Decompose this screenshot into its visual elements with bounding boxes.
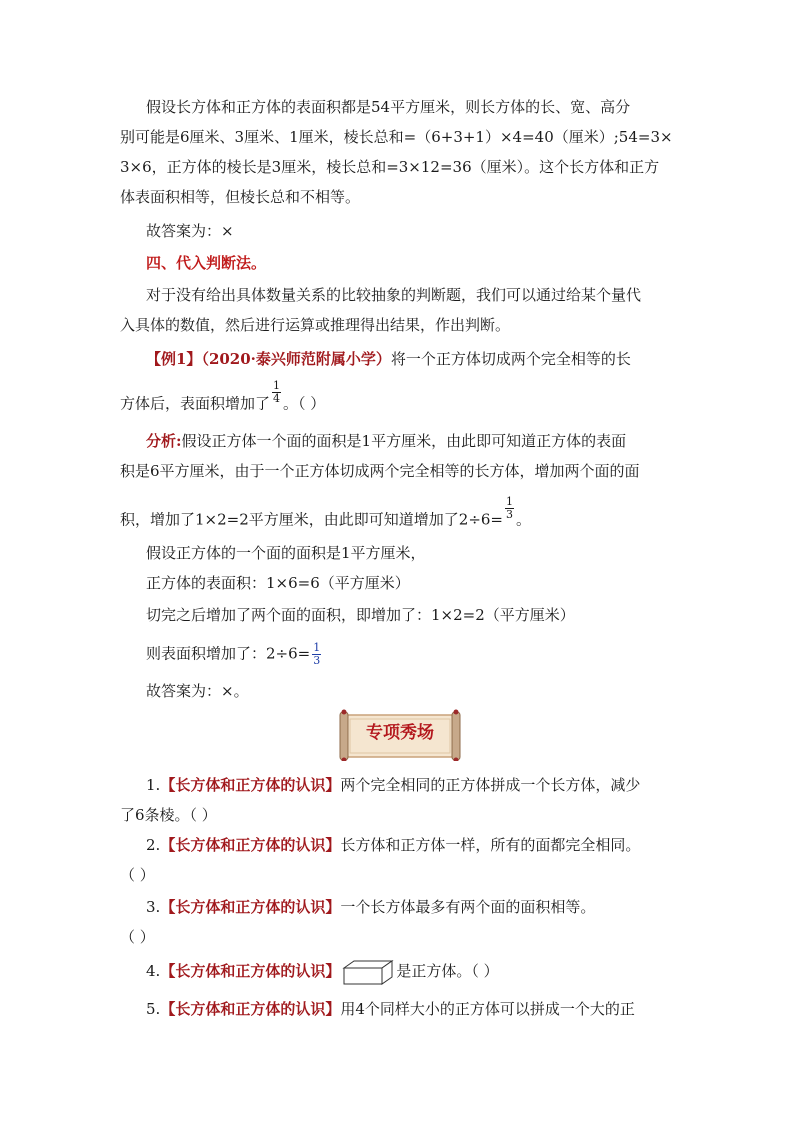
exercise-text: 长方体和正方体一样，所有的面都完全相同。 bbox=[340, 836, 641, 854]
exercise-item bbox=[146, 774, 706, 796]
exercise-item bbox=[146, 998, 706, 1020]
analysis-end: 。 bbox=[516, 510, 532, 529]
exercise-item bbox=[146, 958, 706, 986]
fraction-one-third: $\frac{1}{3}$ bbox=[313, 641, 321, 667]
section-banner bbox=[336, 709, 464, 761]
exercise-text: 两个完全相同的正方体拼成一个长方体，减少 bbox=[340, 776, 641, 794]
exercise-text: 是正方体。（ ） bbox=[396, 962, 499, 980]
exercise-number: 4. bbox=[146, 962, 161, 980]
paragraph-line: 体表面积相等，但棱长总和不相等。 bbox=[120, 188, 361, 206]
analysis-line bbox=[120, 495, 680, 533]
analysis-text: 积，增加了1×2=2平方厘米，由此即可知道增加了2÷6= bbox=[120, 510, 503, 529]
banner-title: 专项秀场 bbox=[366, 723, 434, 743]
exercise-tag: 【长方体和正方体的认识】 bbox=[160, 776, 341, 794]
example-text: 将一个正方体切成两个完全相等的长 bbox=[390, 350, 631, 368]
example-line bbox=[120, 379, 680, 417]
answer-line: 故答案为：× bbox=[146, 222, 234, 240]
cuboid-figure-icon bbox=[342, 958, 394, 986]
exercise-text: 用4个同样大小的正方体可以拼成一个大的正 bbox=[340, 1000, 635, 1018]
paragraph-line: 入具体的数值，然后进行运算或推理得出结果，作出判断。 bbox=[120, 316, 511, 334]
fraction-one-quarter: $\frac{1}{4}$ bbox=[273, 379, 281, 405]
exercise-number: 3. bbox=[146, 898, 161, 916]
exercise-number: 1. bbox=[146, 776, 161, 794]
paragraph-line: 对于没有给出具体数量关系的比较抽象的判断题，我们可以通过给某个量代 bbox=[146, 286, 642, 304]
exercise-item bbox=[146, 834, 706, 856]
answer-line: 故答案为：×。 bbox=[146, 682, 249, 700]
fraction-one-third: $\frac{1}{3}$ bbox=[506, 495, 513, 521]
solution-line: 假设正方体的一个面的面积是1平方厘米， bbox=[146, 544, 426, 562]
answer-blank: 。（ ） bbox=[283, 394, 326, 413]
exercise-tag: 【长方体和正方体的认识】 bbox=[160, 1000, 341, 1018]
exercise-tag: 【长方体和正方体的认识】 bbox=[160, 962, 341, 980]
exercise-text: 一个长方体最多有两个面的面积相等。 bbox=[340, 898, 596, 916]
example-tag: 【例1】 bbox=[146, 350, 202, 368]
analysis-line bbox=[146, 430, 706, 452]
example-text: 方体后，表面积增加了 bbox=[120, 394, 271, 413]
exercise-line: （ ） bbox=[120, 928, 155, 946]
exercise-line: 了6条棱。（ ） bbox=[120, 806, 217, 824]
exercise-item bbox=[146, 896, 706, 918]
paragraph-line: 假设长方体和正方体的表面积都是54平方厘米，则长方体的长、宽、高分 bbox=[146, 98, 631, 116]
exercise-line: （ ） bbox=[120, 866, 155, 884]
solution-line bbox=[146, 642, 706, 667]
analysis-text: 假设正方体一个面的面积是1平方厘米，由此即可知道正方体的表面 bbox=[181, 432, 627, 450]
solution-text: 则表面积增加了：2÷6= bbox=[146, 644, 311, 663]
paragraph-line: 3×6，正方体的棱长是3厘米，棱长总和=3×12=36（厘米）。这个长方体和正方 bbox=[120, 158, 660, 176]
solution-line: 正方体的表面积：1×6=6（平方厘米） bbox=[146, 574, 410, 592]
analysis-tag: 分析: bbox=[146, 432, 182, 450]
analysis-line: 积是6平方厘米，由于一个正方体切成两个完全相等的长方体，增加两个面的面 bbox=[120, 462, 640, 480]
exercise-number: 2. bbox=[146, 836, 161, 854]
exercise-tag: 【长方体和正方体的认识】 bbox=[160, 898, 341, 916]
exercise-tag: 【长方体和正方体的认识】 bbox=[160, 836, 341, 854]
exercise-number: 5. bbox=[146, 1000, 161, 1018]
section-heading: 四、代入判断法。 bbox=[146, 254, 267, 272]
paragraph-line: 别可能是6厘米、3厘米、1厘米，棱长总和=（6+3+1）×4=40（厘米）;54=3× bbox=[120, 128, 673, 146]
example-line bbox=[146, 348, 706, 370]
solution-line: 切完之后增加了两个面的面积，即增加了：1×2=2（平方厘米） bbox=[146, 606, 575, 624]
example-source: （2020·泰兴师范附属小学） bbox=[201, 350, 391, 368]
